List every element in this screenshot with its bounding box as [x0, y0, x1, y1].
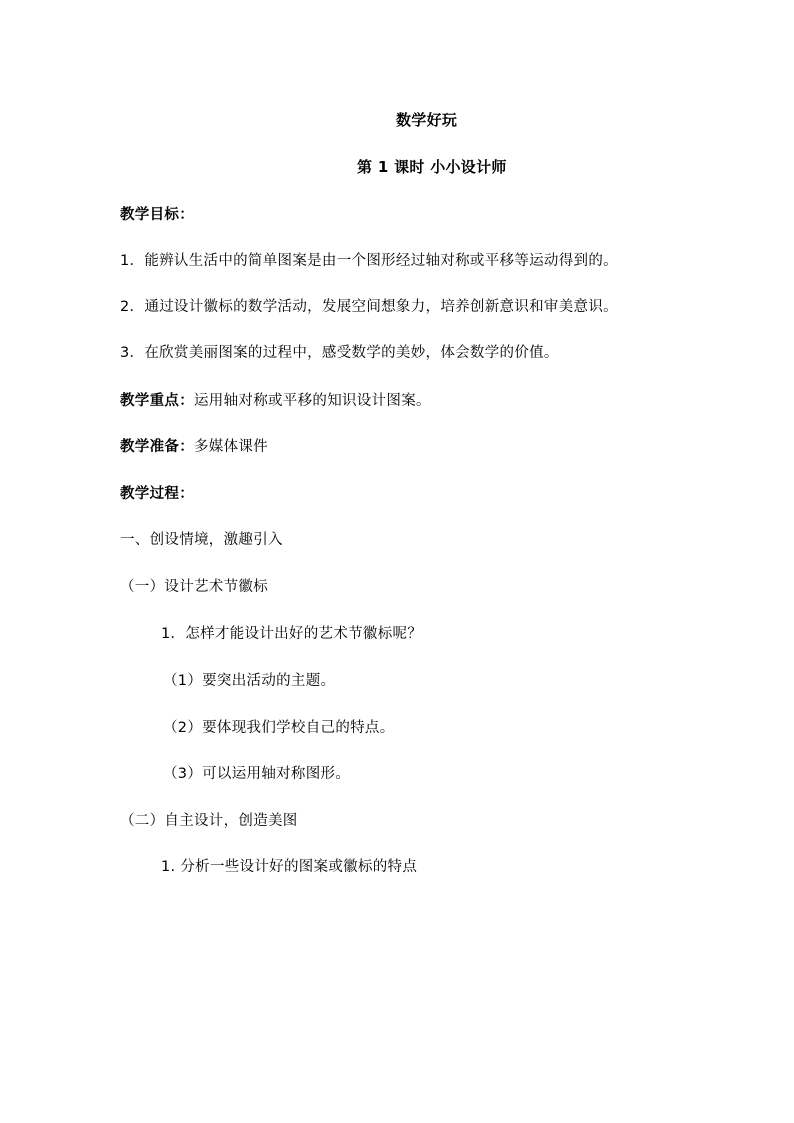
- part-two-item-1: 1. 分析一些设计好的图案或徽标的特点: [161, 859, 418, 875]
- objective-item-2: 2．通过设计徽标的数学活动，发展空间想象力，培养创新意识和审美意识。: [120, 299, 618, 315]
- key-point-text: 运用轴对称或平移的知识设计图案。: [194, 393, 431, 409]
- lesson-subtitle: 第 1 课时 小小设计师: [357, 158, 507, 176]
- section-one-heading: 一、创设情境，激趣引入: [120, 532, 283, 548]
- document-title: 数学好玩: [396, 111, 458, 129]
- key-point-line: [120, 391, 431, 411]
- part-one-heading: （一）设计艺术节徽标: [120, 579, 268, 595]
- objectives-heading: 教学目标：: [120, 207, 194, 223]
- part-two-heading: （二）自主设计，创造美图: [120, 813, 298, 829]
- part-one-answer-3: （3）可以运用轴对称图形。: [163, 766, 351, 782]
- objective-item-1: 1．能辨认生活中的简单图案是由一个图形经过轴对称或平移等运动得到的。: [120, 253, 618, 269]
- preparation-line: [120, 437, 268, 457]
- preparation-label: 教学准备：: [120, 439, 194, 455]
- part-one-question: 1．怎样才能设计出好的艺术节徽标呢？: [161, 626, 423, 642]
- part-one-answer-2: （2）要体现我们学校自己的特点。: [163, 720, 395, 736]
- key-point-label: 教学重点：: [120, 393, 194, 409]
- preparation-text: 多媒体课件: [194, 439, 268, 455]
- process-heading: 教学过程：: [120, 486, 194, 502]
- part-one-answer-1: （1）要突出活动的主题。: [163, 673, 336, 689]
- objective-item-3: 3．在欣赏美丽图案的过程中，感受数学的美妙，体会数学的价值。: [120, 345, 559, 361]
